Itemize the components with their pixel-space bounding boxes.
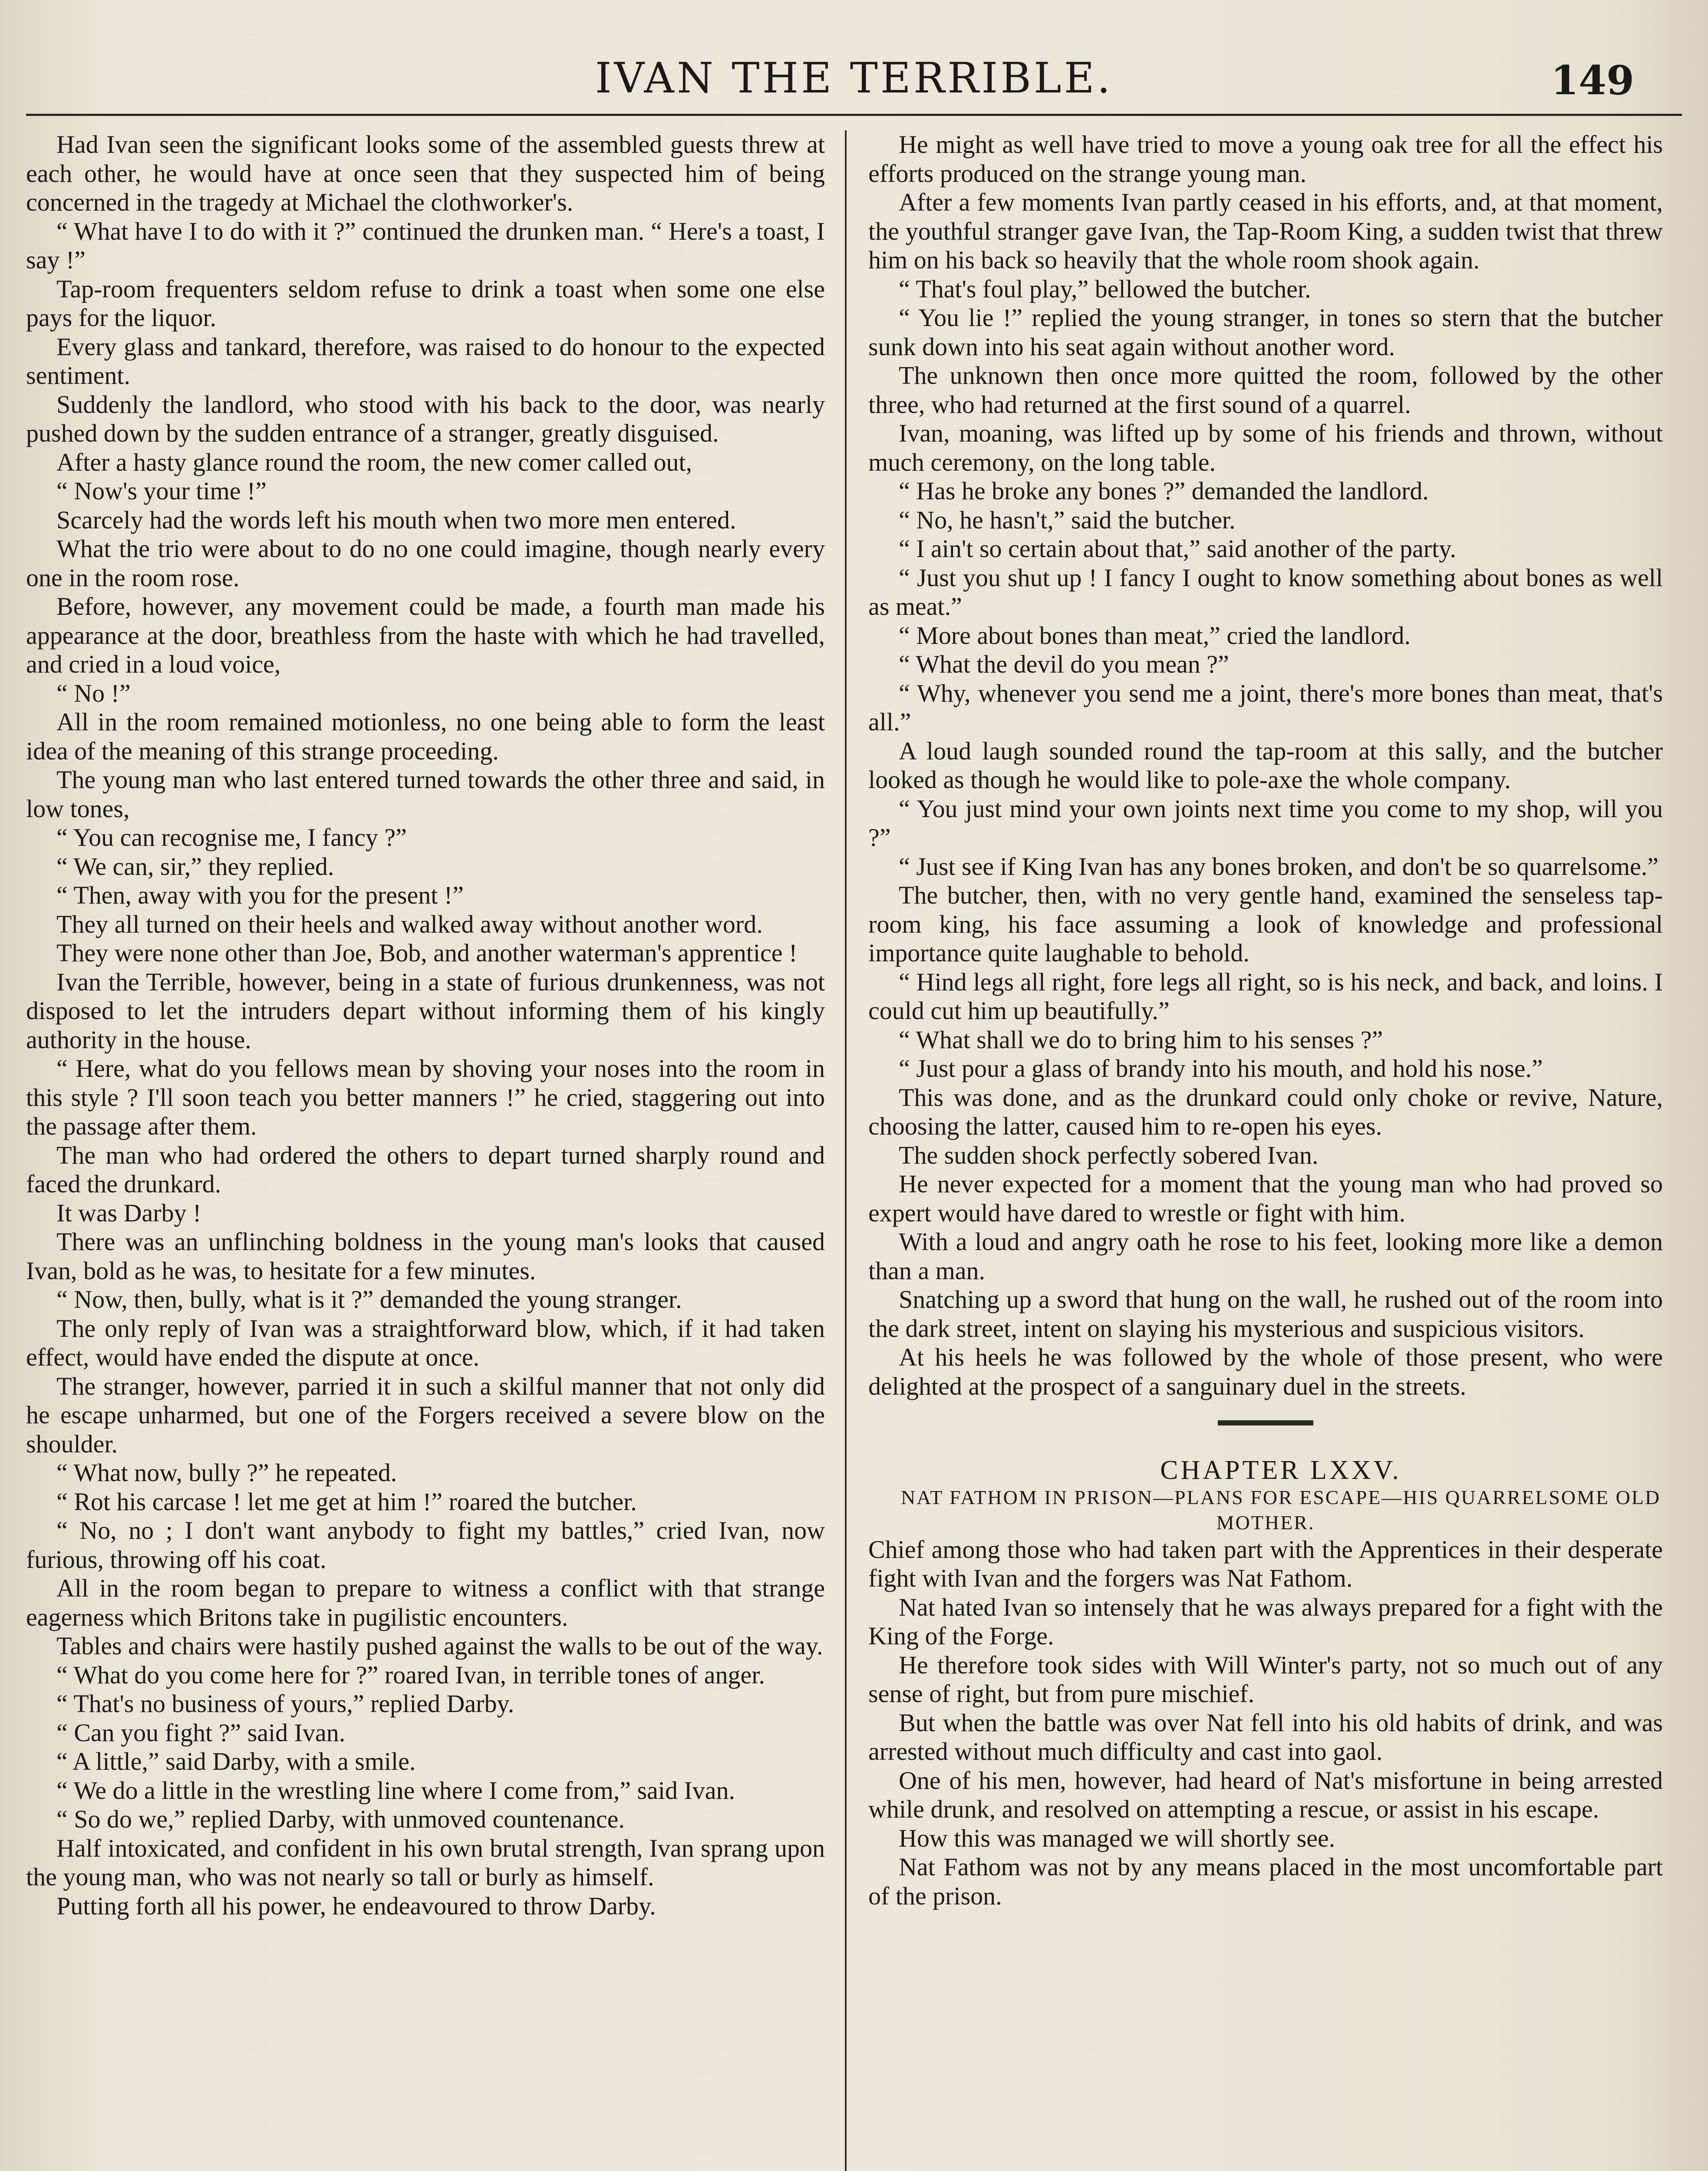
page-header xyxy=(0,48,1708,109)
paragraph: “ Just pour a glass of brandy into his mouth, and hold his nose.” xyxy=(899,1054,1543,1082)
paragraph: Half intoxicated, and confident in his own brutal strength, Ivan sprang upon the young man, who was not nearly so tall or burly as himself. xyxy=(26,1834,825,1891)
paragraph: “ That's foul play,” bellowed the butcher. xyxy=(899,274,1311,303)
paragraph: “ Just see if King Ivan has any bones broken, and don't be so quarrelsome.” xyxy=(899,852,1659,881)
paragraph: Snatching up a sword that hung on the wall, he rushed out of the room into the dark street, intent on slaying his mysterious and suspicious visitors. xyxy=(868,1285,1663,1343)
right-column xyxy=(868,130,1663,2171)
paragraph: But when the battle was over Nat fell into his old habits of drink, and was arrested without much difficulty and cast into gaol. xyxy=(868,1708,1663,1765)
paragraph: He therefore took sides with Will Winter's party, not so much out of any sense of right, but from pure mischief. xyxy=(868,1650,1663,1708)
paragraph: “ That's no business of yours,” replied Darby. xyxy=(56,1689,514,1718)
paragraph: “ A little,” said Darby, with a smile. xyxy=(56,1747,416,1775)
paragraph: Putting forth all his power, he endeavoured to throw Darby. xyxy=(56,1891,656,1920)
paragraph: “ We can, sir,” they replied. xyxy=(56,852,334,881)
running-title: IVAN THE TERRIBLE. xyxy=(595,54,1113,102)
paragraph: “ Just you shut up ! I fancy I ought to know something about bones as well as meat.” xyxy=(868,563,1663,620)
paragraph: “ Rot his carcase ! let me get at him !” roared the butcher. xyxy=(56,1487,637,1516)
paragraph: He never expected for a moment that the young man who had proved so expert would have dared to wrestle or fight with him. xyxy=(868,1170,1663,1227)
paragraph: “ Hind legs all right, fore legs all right, so is his neck, and back, and loins. I could cut him up beautifully.” xyxy=(868,967,1663,1025)
paragraph: A loud laugh sounded round the tap-room at this sally, and the butcher looked as though he would like to pole-axe the whole company. xyxy=(868,736,1663,794)
paragraph: The unknown then once more quitted the room, followed by the other three, who had returned at the first sound of a quarrel. xyxy=(868,361,1663,419)
paragraph: “ What the devil do you mean ?” xyxy=(899,650,1229,678)
paragraph: Tables and chairs were hastily pushed against the walls to be out of the way. xyxy=(56,1632,823,1660)
paragraph: “ Here, what do you fellows mean by shoving your noses into the room in this style ? I'll soon teach you better manners !” he cried, staggering out into the passage after them. xyxy=(26,1054,825,1140)
chapter-title: CHAPTER LXXV. xyxy=(1160,1455,1401,1485)
paragraph: The only reply of Ivan was a straightforward blow, which, if it had taken effect, would have ended the dispute at once. xyxy=(26,1314,825,1371)
paragraph: What the trio were about to do no one could imagine, though nearly every one in the room rose. xyxy=(26,535,825,592)
paragraph: “ What now, bully ?” he repeated. xyxy=(56,1458,397,1487)
paragraph: All in the room began to prepare to witness a conflict with that strange eagerness which Britons take in pugilistic encounters. xyxy=(26,1574,825,1631)
paragraph: “ No !” xyxy=(56,679,131,707)
paragraph: Scarcely had the words left his mouth when two more men entered. xyxy=(56,505,736,534)
paragraph: Every glass and tankard, therefore, was raised to do honour to the expected sentiment. xyxy=(26,332,825,389)
paragraph: “ Can you fight ?” said Ivan. xyxy=(56,1718,346,1747)
paragraph: “ You just mind your own joints next time you come to my shop, will you ?” xyxy=(868,794,1663,851)
paragraph: They were none other than Joe, Bob, and another waterman's apprentice ! xyxy=(56,939,798,967)
paragraph: There was an unflinching boldness in the young man's looks that caused Ivan, bold as he was, to hesitate for a few minutes. xyxy=(26,1227,825,1285)
header-rule xyxy=(26,114,1682,116)
paragraph: It was Darby ! xyxy=(56,1198,201,1227)
paragraph: The butcher, then, with no very gentle hand, examined the senseless tap-room king, his face assuming a look of knowledge and professional importance quite laughable to behold. xyxy=(868,881,1663,967)
paragraph: All in the room remained motionless, no one being able to form the least idea of the meaning of this strange proceeding. xyxy=(26,708,825,765)
section-separator xyxy=(1218,1420,1313,1425)
paragraph: “ Then, away with you for the present !” xyxy=(56,881,464,909)
paragraph: How this was managed we will shortly see. xyxy=(899,1824,1335,1852)
chapter-subtitle: NAT FATHOM IN PRISON—PLANS FOR ESCAPE—HIS QUARRELSOME OLD MOTHER. xyxy=(900,1486,1661,1534)
paragraph: “ What shall we do to bring him to his senses ?” xyxy=(899,1025,1383,1054)
paragraph: “ Now's your time !” xyxy=(56,477,267,505)
paragraph: The sudden shock perfectly sobered Ivan. xyxy=(899,1141,1319,1169)
page-number: 149 xyxy=(1550,57,1634,104)
paragraph: “ What do you come here for ?” roared Ivan, in terrible tones of anger. xyxy=(56,1660,765,1689)
paragraph: At his heels he was followed by the whole of those present, who were delighted at the prospect of a sanguinary duel in the streets. xyxy=(868,1343,1663,1400)
paragraph: Ivan, moaning, was lifted up by some of his friends and thrown, without much ceremony, on the long table. xyxy=(868,419,1663,476)
paragraph: Nat Fathom was not by any means placed in the most uncomfortable part of the prison. xyxy=(868,1853,1663,1910)
paragraph: He might as well have tried to move a young oak tree for all the effect his efforts produced on the strange young man. xyxy=(868,130,1663,188)
paragraph: “ What have I to do with it ?” continued the drunken man. “ Here's a toast, I say !” xyxy=(26,217,825,274)
paragraph: After a few moments Ivan partly ceased in his efforts, and, at that moment, the youthful stranger gave Ivan, the Tap-Room King, a sudden twist that threw him on his back so heavily that the whole room shook again. xyxy=(868,188,1663,274)
left-column xyxy=(26,130,825,2171)
paragraph: They all turned on their heels and walked away without another word. xyxy=(56,910,763,938)
paragraph: Had Ivan seen the significant looks some of the assembled guests threw at each other, he would have at once seen that they suspected him of being concerned in the tragedy at Michael the clothworker's. xyxy=(26,130,825,216)
paragraph: The young man who last entered turned towards the other three and said, in low tones, xyxy=(26,765,825,823)
paragraph: “ You can recognise me, I fancy ?” xyxy=(56,823,407,851)
right-column-text xyxy=(868,130,1663,1401)
paragraph: The stranger, however, parried it in such a skilful manner that not only did he escape unharmed, but one of the Forgers received a severe blow on the shoulder. xyxy=(26,1372,825,1458)
paragraph: After a hasty glance round the room, the new comer called out, xyxy=(56,448,692,476)
paragraph: “ You lie !” replied the young stranger, in tones so stern that the butcher sunk down into his seat again without another word. xyxy=(868,304,1663,361)
paragraph: The man who had ordered the others to depart turned sharply round and faced the drunkard. xyxy=(26,1141,825,1198)
paragraph: “ No, he hasn't,” said the butcher. xyxy=(899,505,1236,534)
paragraph: Ivan the Terrible, however, being in a state of furious drunkenness, was not disposed to let the intruders depart without informing them of his kingly authority in the house. xyxy=(26,967,825,1054)
paragraph: With a loud and angry oath he rose to his feet, looking more like a demon than a man. xyxy=(868,1227,1663,1285)
chapter-text xyxy=(868,1535,1663,1911)
paragraph: Chief among those who had taken part with the Apprentices in their desperate fight with Ivan and the forgers was Nat Fathom. xyxy=(868,1535,1663,1592)
paragraph: Nat hated Ivan so intensely that he was always prepared for a fight with the King of the Forge. xyxy=(868,1593,1663,1650)
paragraph: “ No, no ; I don't want anybody to fight my battles,” cried Ivan, now furious, throwing off his coat. xyxy=(26,1516,825,1574)
paragraph: “ I ain't so certain about that,” said another of the party. xyxy=(899,535,1456,563)
column-divider xyxy=(845,130,847,2171)
paragraph: Before, however, any movement could be made, a fourth man made his appearance at the door, breathless from the haste with which he had travelled, and cried in a loud voice, xyxy=(26,592,825,678)
paragraph: Suddenly the landlord, who stood with his back to the door, was nearly pushed down by the sudden entrance of a stranger, greatly disguised. xyxy=(26,390,825,447)
paragraph: “ So do we,” replied Darby, with unmoved countenance. xyxy=(56,1805,625,1833)
paragraph: This was done, and as the drunkard could only choke or revive, Nature, choosing the latter, caused him to re-open his eyes. xyxy=(868,1083,1663,1140)
paragraph: Tap-room frequenters seldom refuse to drink a toast when some one else pays for the liquor. xyxy=(26,274,825,332)
paragraph: “ We do a little in the wrestling line where I come from,” said Ivan. xyxy=(56,1776,735,1805)
paragraph: “ More about bones than meat,” cried the landlord. xyxy=(899,621,1411,650)
paragraph: “ Why, whenever you send me a joint, there's more bones than meat, that's all.” xyxy=(868,679,1663,736)
paragraph: “ Now, then, bully, what is it ?” demanded the young stranger. xyxy=(56,1285,682,1313)
paragraph: One of his men, however, had heard of Nat's misfortune in being arrested while drunk, and resolved on attempting a rescue, or assist in his escape. xyxy=(868,1766,1663,1823)
paragraph: “ Has he broke any bones ?” demanded the landlord. xyxy=(899,477,1429,505)
